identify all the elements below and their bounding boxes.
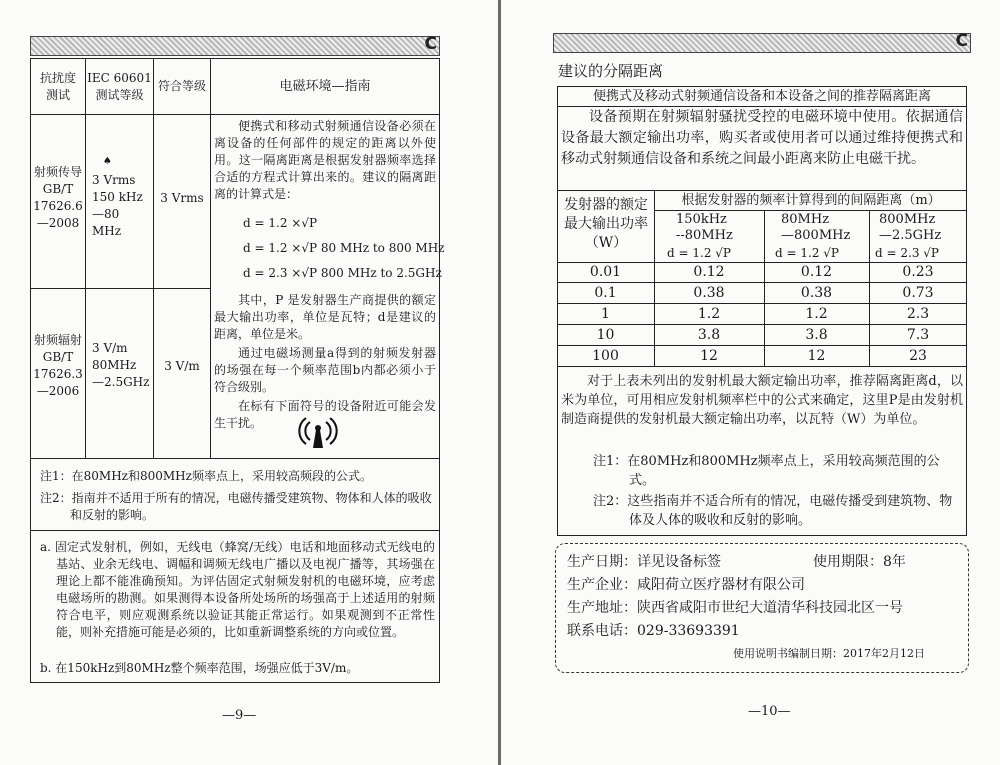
section-title: 建议的分隔距离 (558, 62, 664, 80)
distance-cell: 1.2 (805, 306, 828, 322)
left-page (0, 0, 499, 765)
guide-p1: 便携式和移动式射频通信设备必须在离设备的任何部件的规定的距离以外使用。这一隔离距离是根据发射器频率选择合适的方程式计算出来的。建议的隔离距离的计算式是： (214, 119, 436, 201)
distance-cell: 0.38 (800, 285, 833, 301)
corner-letter: C (955, 31, 968, 51)
power-cell: 1 (601, 306, 610, 322)
production-date: 生产日期：详见设备标签 (567, 554, 721, 570)
left-note1: 注1：在80MHz和800MHz频率点上，采用较高频段的公式。 (40, 469, 372, 483)
power-cell: 0.01 (589, 264, 622, 280)
band3-formula: d = 2.3 √P (875, 246, 939, 260)
guide-p3: 通过电磁场测量a得到的射频发射器的场强在每一个频率范围b内都必须小于符合级别。 (214, 346, 436, 394)
intro-text: 设备预期在射频辐射骚扰受控的电磁环境中使用。依据通信设备最大额定输出功率，购买者或使用者可以通过维持便携式和移动式射频通信设备和系统之间最小距离来防止电磁干扰。 (561, 109, 963, 167)
header-level: IEC 60601 测试等级 (87, 71, 152, 102)
distance-cell: 0.73 (902, 285, 934, 301)
row1-level: 3 Vrms 150 kHz —80 MHz (92, 173, 143, 238)
power-cell: 10 (596, 327, 615, 343)
band2-formula: d = 1.2 √P (775, 246, 839, 260)
after-table-text: 对于上表未列出的发射机最大额定输出功率，推荐隔离距离d，以米为单位，可用相应发射机频率栏中的公式来确定，这里P是由发射机制造商提供的发射机最大额定输出功率，以瓦特（W）为单位。 (561, 374, 963, 427)
page-number-left: —9— (222, 708, 257, 723)
left-note2: 注2：指南并不适用于所有的情况，电磁传播受建筑物、物体和人体的吸收和反射的影响。 (40, 491, 432, 522)
distance-cell: 0.38 (693, 285, 725, 301)
row1-compliance: 3 Vrms (160, 191, 204, 205)
distance-cell: 3.8 (805, 327, 828, 343)
band2-range: 80MHz —800MHz (781, 212, 851, 243)
distance-cell: 12 (807, 348, 826, 364)
header-compliance: 符合等级 (157, 79, 206, 93)
power-cell: 100 (592, 348, 619, 364)
band3-range: 800MHz —2.5GHz (879, 212, 942, 243)
distance-cell: 1.2 (697, 306, 721, 322)
row2-test: 射频辐射 GB/T 17626.3 —2006 (33, 333, 83, 398)
guide-p4: 在标有下面符号的设备附近可能会发生干扰。 (214, 399, 436, 430)
footnote-b: b. 在150kHz到80MHz整个频率范围，场强应低于3V/m。 (40, 661, 359, 675)
edit-date: 使用说明书编制日期：2017年2月12日 (733, 647, 925, 660)
row2-compliance: 3 V/m (164, 359, 200, 373)
row2-level: 3 V/m 80MHz —2.5GHz (92, 341, 150, 389)
antenna-mark-icon: ♠ (103, 156, 112, 167)
distance-cell: 0.12 (800, 264, 833, 280)
formula-3: d = 2.3 ×√P 800 MHz to 2.5GHz (243, 266, 442, 280)
distance-cell: 0.23 (902, 264, 934, 280)
formula-1: d = 1.2 ×√P (243, 216, 318, 230)
right-note1: 注1：在80MHz和800MHz频率点上，采用较高频范围的公式。 (593, 454, 940, 488)
band1-range: 150kHz --80MHz (676, 212, 733, 243)
right-page (501, 0, 1000, 765)
header-guide: 电磁环境—指南 (279, 79, 371, 94)
header-bar (553, 33, 971, 53)
footnote-a: a. 固定式发射机，例如，无线电（蜂窝/无线）电话和地面移动式无线电的基站、业余无线电、调幅和调频无线电广播以及电视广播等，其场强在理论上都不能准确预知。为评估固定式射频发射机的电磁环境，应考虑电磁场所的勘测。如果测得本设备所处场所的场强高于上述适用的射频符合电平，则应观测系统以验证其能正常运行。如果观测到不正常性能，则补充措施可能是必须的，比如重新调整系统的方向或位置。 (40, 540, 435, 639)
formula-2: d = 1.2 ×√P 80 MHz to 800 MHz (243, 241, 445, 255)
distance-cell: 3.8 (697, 327, 721, 343)
distance-cell: 0.12 (693, 264, 725, 280)
corner-letter: C (424, 34, 437, 54)
guide-p2: 其中，P 是发射器生产商提供的额定最大输出功率，单位是瓦特；d是建议的距离，单位是米。 (214, 293, 436, 341)
row1-test: 射频传导 GB/T 17626.6 —2008 (33, 165, 83, 230)
distance-cell: 12 (700, 348, 718, 364)
col-group-header: 根据发射器的频率计算得到的间隔距离（m） (681, 193, 941, 208)
distance-cell: 7.3 (906, 327, 930, 343)
header-test: 抗扰度 测试 (39, 71, 76, 102)
phone: 联系电话：029-33693391 (567, 623, 740, 639)
address: 生产地址：陕西省咸阳市世纪大道清华科技园北区一号 (567, 600, 903, 616)
right-note2: 注2：这些指南并不适合所有的情况，电磁传播受到建筑物、物体及人体的吸收和反射的影响。 (593, 494, 953, 528)
page-number-right: —10— (748, 704, 791, 719)
manufacturer: 生产企业：咸阳荷立医疗器材有限公司 (567, 577, 805, 593)
table-title: 便携式及移动式射频通信设备和本设备之间的推荐隔离距离 (592, 89, 931, 104)
service-life: 使用期限：8年 (813, 554, 906, 570)
distance-cell: 23 (909, 348, 927, 364)
header-bar (30, 36, 440, 56)
radiation-warning-icon (298, 414, 338, 450)
power-cell: 0.1 (594, 285, 617, 301)
band1-formula: d = 1.2 √P (667, 246, 731, 260)
col-power-header: 发射器的额定 最大输出功率 （W） (564, 197, 648, 251)
distance-cell: 2.3 (906, 306, 930, 322)
